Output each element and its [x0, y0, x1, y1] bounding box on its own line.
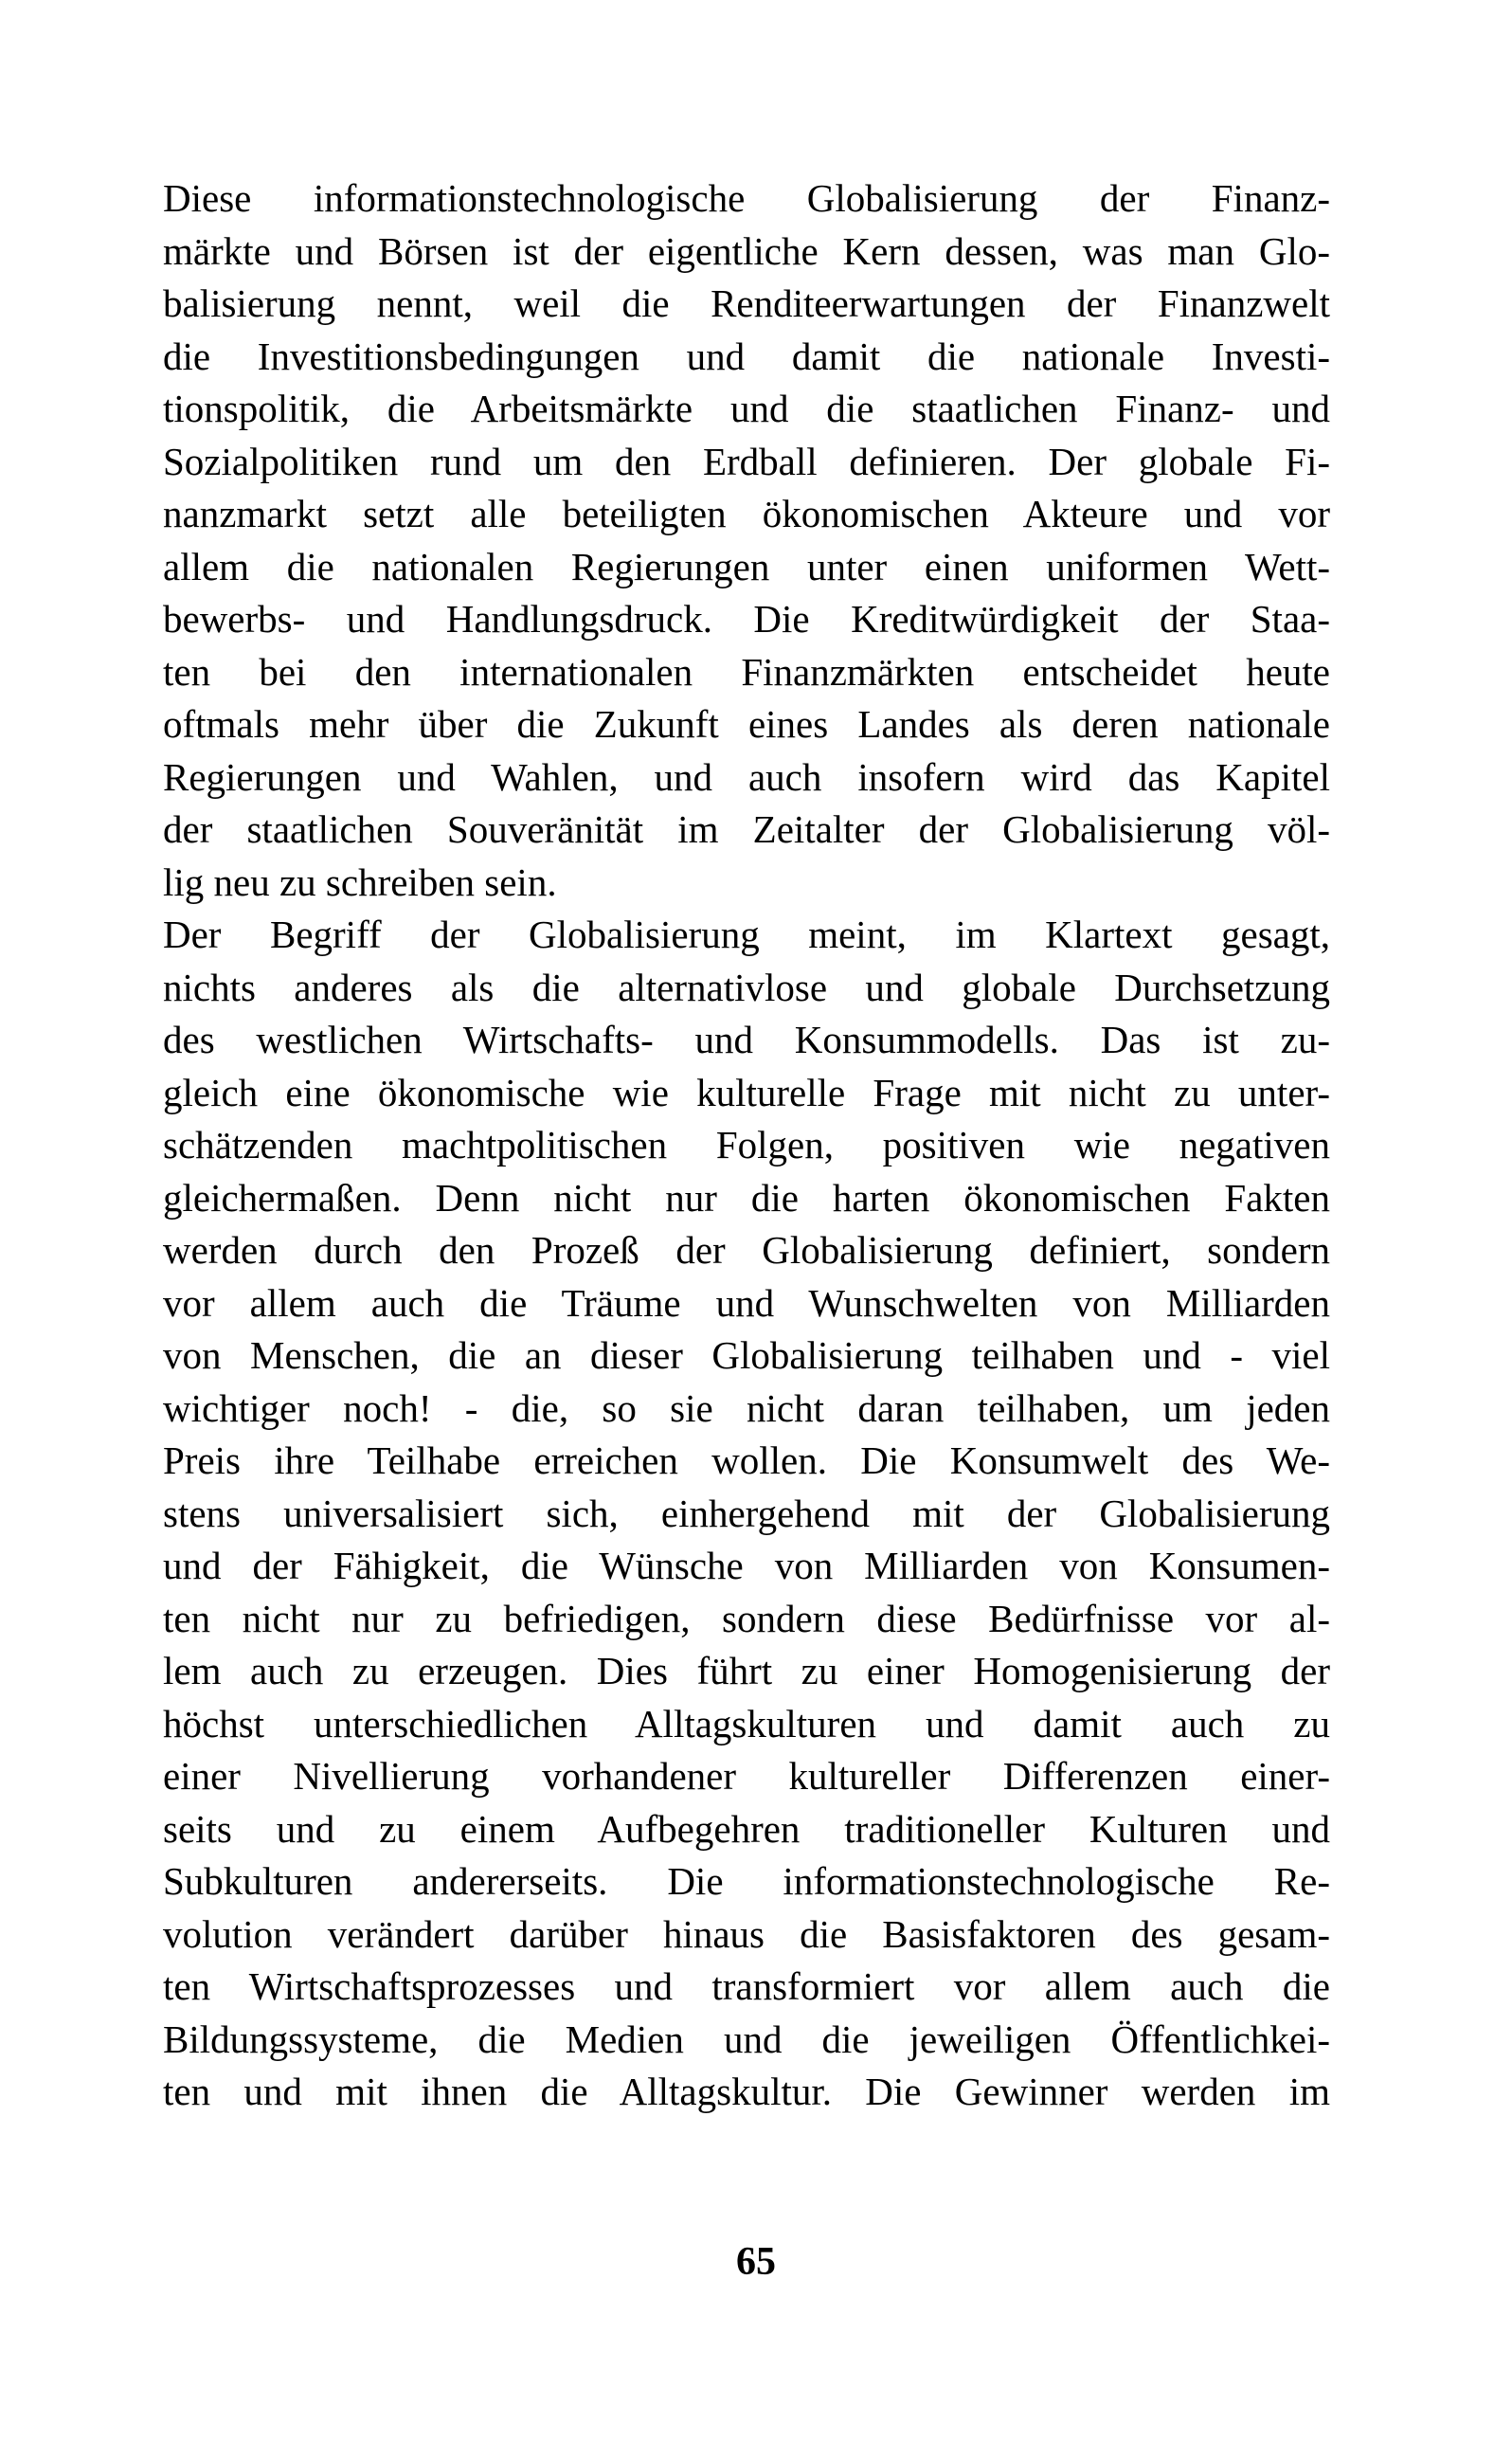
text-line: des westlichen Wirtschafts- und Konsummodells. Das ist zu-	[163, 1018, 1330, 1061]
text-line: höchst unterschiedlichen Alltagskulturen und damit auch zu	[163, 1701, 1330, 1746]
text-line: vor allem auch die Träume und Wunschwelten von Milliarden	[163, 1280, 1330, 1325]
text-line: seits und zu einem Aufbegehren traditioneller Kulturen und	[163, 1806, 1330, 1851]
text-line: ten bei den internationalen Finanzmärkten entscheidet heute	[163, 649, 1330, 694]
text-line: volution verändert darüber hinaus die Basisfaktoren des gesam-	[163, 1911, 1330, 1956]
text-line: lem auch zu erzeugen. Dies führt zu einer Homogenisierung der	[163, 1649, 1330, 1692]
text-line: ten und mit ihnen die Alltagskultur. Die Gewinner werden im	[163, 2070, 1330, 2113]
text-line: und der Fähigkeit, die Wünsche von Milliarden von Konsumen-	[163, 1544, 1330, 1587]
text-line: lig neu zu schreiben sein.	[163, 859, 557, 904]
text-line: Subkulturen andererseits. Die informationstechnologische Re-	[163, 1859, 1330, 1903]
text-line: Preis ihre Teilhabe erreichen wollen. Die Konsumwelt des We-	[163, 1438, 1330, 1482]
text-line: nichts anderes als die alternativlose und globale Durchsetzung	[163, 965, 1330, 1009]
text-line: balisierung nennt, weil die Renditeerwartungen der Finanzwelt	[163, 281, 1330, 325]
text-line: tionspolitik, die Arbeitsmärkte und die staatlichen Finanz- und	[163, 387, 1330, 430]
text-line: gleich eine ökonomische wie kulturelle Frage mit nicht zu unter-	[163, 1070, 1330, 1114]
text-line: von Menschen, die an dieser Globalisierung teilhaben und - viel	[163, 1333, 1330, 1377]
body-text	[163, 172, 1330, 2119]
page-number: 65	[736, 2240, 776, 2284]
paragraph-2	[163, 909, 1330, 2119]
text-line: die Investitionsbedingungen und damit die nationale Investi-	[163, 334, 1330, 378]
text-line: Bildungssysteme, die Medien und die jeweiligen Öffentlichkei-	[163, 2017, 1330, 2061]
text-line: Der Begriff der Globalisierung meint, im Klartext gesagt,	[163, 913, 1330, 956]
text-line: Sozialpolitiken rund um den Erdball definieren. Der globale Fi-	[163, 439, 1330, 483]
text-line: wichtiger noch! - die, so sie nicht daran teilhaben, um jeden	[163, 1385, 1330, 1430]
text-line: stens universalisiert sich, einhergehend mit der Globalisierung	[163, 1491, 1330, 1535]
text-line: werden durch den Prozeß der Globalisierung definiert, sondern	[163, 1228, 1330, 1272]
text-line: nanzmarkt setzt alle beteiligten ökonomischen Akteure und vor	[163, 492, 1330, 535]
text-line: Diese informationstechnologische Globalisierung der Finanz-	[163, 176, 1330, 220]
text-line: ten Wirtschaftsprozesses und transformiert vor allem auch die	[163, 1964, 1330, 2008]
text-line: oftmals mehr über die Zukunft eines Landes als deren nationale	[163, 702, 1330, 746]
text-line: allem die nationalen Regierungen unter einen uniformen Wett-	[163, 544, 1330, 588]
text-line: ten nicht nur zu befriedigen, sondern diese Bedürfnisse vor al-	[163, 1596, 1330, 1640]
text-line: märkte und Börsen ist der eigentliche Kern dessen, was man Glo-	[163, 228, 1330, 273]
text-line: bewerbs- und Handlungsdruck. Die Kreditwürdigkeit der Staa-	[163, 597, 1330, 641]
text-line: gleichermaßen. Denn nicht nur die harten ökonomischen Fakten	[163, 1175, 1330, 1220]
text-line: einer Nivellierung vorhandener kultureller Differenzen einer-	[163, 1754, 1330, 1798]
text-line: Regierungen und Wahlen, und auch insofern wird das Kapitel	[163, 754, 1330, 799]
text-line: der staatlichen Souveränität im Zeitalter der Globalisierung völ-	[163, 807, 1330, 851]
text-line: schätzenden machtpolitischen Folgen, positiven wie negativen	[163, 1123, 1330, 1167]
paragraph-1	[163, 172, 1330, 909]
